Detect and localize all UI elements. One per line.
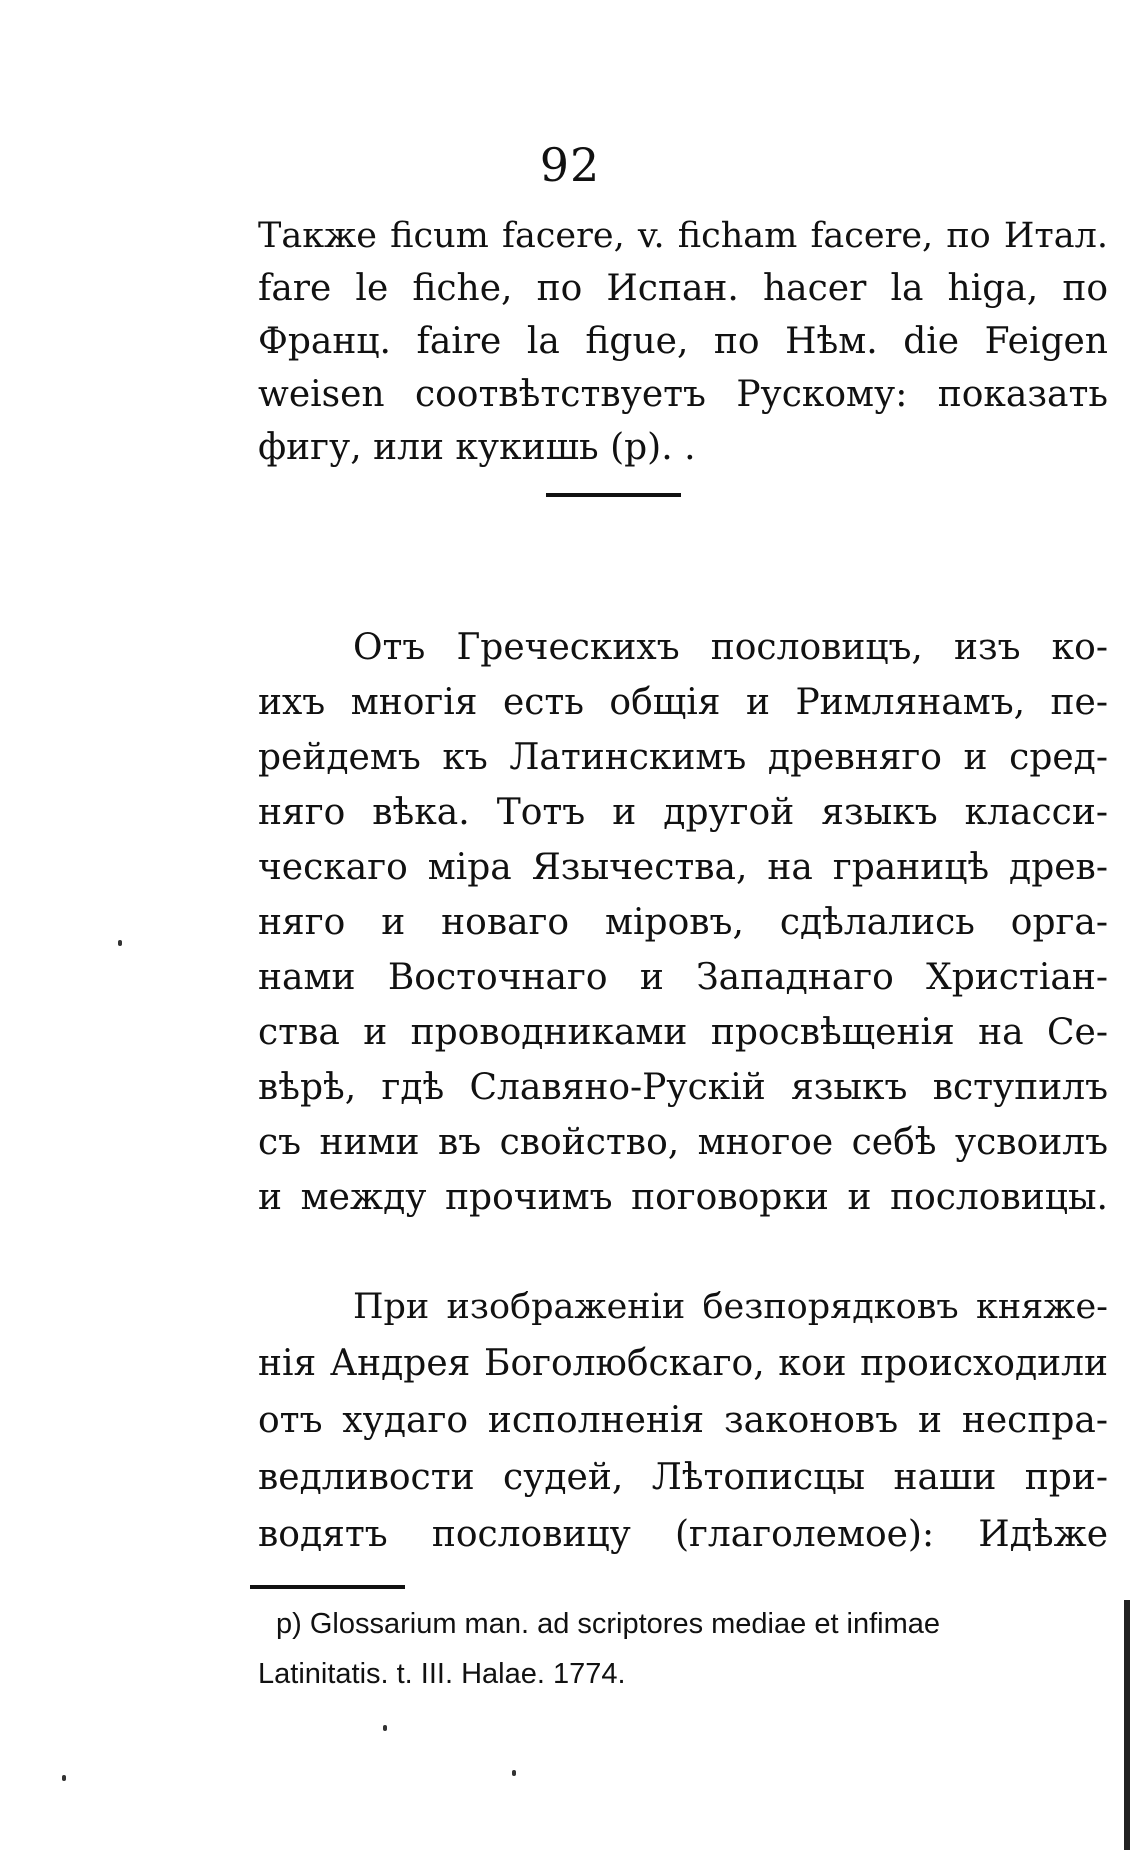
scan-speck	[62, 1775, 66, 1781]
text-line: Отъ Греческихъ пословицъ, изъ ко-	[353, 627, 1108, 668]
footnote-divider	[250, 1585, 405, 1589]
text-line: вѣрѣ, гдѣ Славяно-Рускій языкъ вступилъ	[258, 1067, 1108, 1108]
text-line: нами Восточнаго и Западнаго Христіан-	[258, 957, 1108, 998]
text-line: водятъ пословицу (глаголемое): Идѣже	[258, 1514, 1108, 1555]
text-line: няго вѣка. Тотъ и другой языкъ класси-	[258, 792, 1108, 833]
scan-speck	[512, 1770, 516, 1776]
text-line: ведливости судей, Лѣтописцы наши при-	[258, 1457, 1108, 1498]
footnote-line: р) Glossarium man. ad scriptores mediae et infimae	[276, 1608, 941, 1640]
page-edge-shadow	[1124, 1600, 1130, 1850]
text-line: ства и проводниками просвѣщенія на Се-	[258, 1012, 1108, 1053]
section-divider	[546, 493, 681, 497]
text-line: няго и новаго міровъ, сдѣлались орга-	[258, 902, 1108, 943]
text-line: При изображеніи безпорядковъ княже-	[353, 1287, 1108, 1327]
text-line: weisen соотвѣтствуетъ Рускому: показать	[258, 374, 1108, 415]
scan-speck	[383, 1725, 387, 1731]
text-line: нія Андрея Боголюбскаго, кои происходили	[258, 1343, 1108, 1384]
text-line: и между прочимъ поговорки и пословицы.	[258, 1177, 1108, 1218]
text-line: съ ними въ свойство, многое себѣ усвоилъ	[258, 1122, 1108, 1163]
text-line: ихъ многія есть общія и Римлянамъ, пе-	[258, 682, 1108, 723]
text-line: Франц. faire la figue, по Нѣм. die Feigen	[258, 321, 1108, 362]
text-line: фигу, или кукишь (р). .	[258, 427, 696, 468]
text-line: ческаго міра Язычества, на границѣ древ-	[258, 847, 1108, 888]
footnote-line: Latinitatis. t. III. Halae. 1774.	[258, 1658, 626, 1690]
text-line: fare le fiche, по Испан. hacer la higa, по	[258, 268, 1108, 309]
page-number: 92	[539, 138, 601, 192]
text-line: Также ficum facere, v. ficham facere, по Итал.	[258, 216, 1108, 256]
text-line: рейдемъ къ Латинскимъ древняго и сред-	[258, 737, 1108, 778]
scan-speck	[118, 940, 122, 946]
text-line: отъ худаго исполненія законовъ и неспра-	[258, 1400, 1108, 1441]
